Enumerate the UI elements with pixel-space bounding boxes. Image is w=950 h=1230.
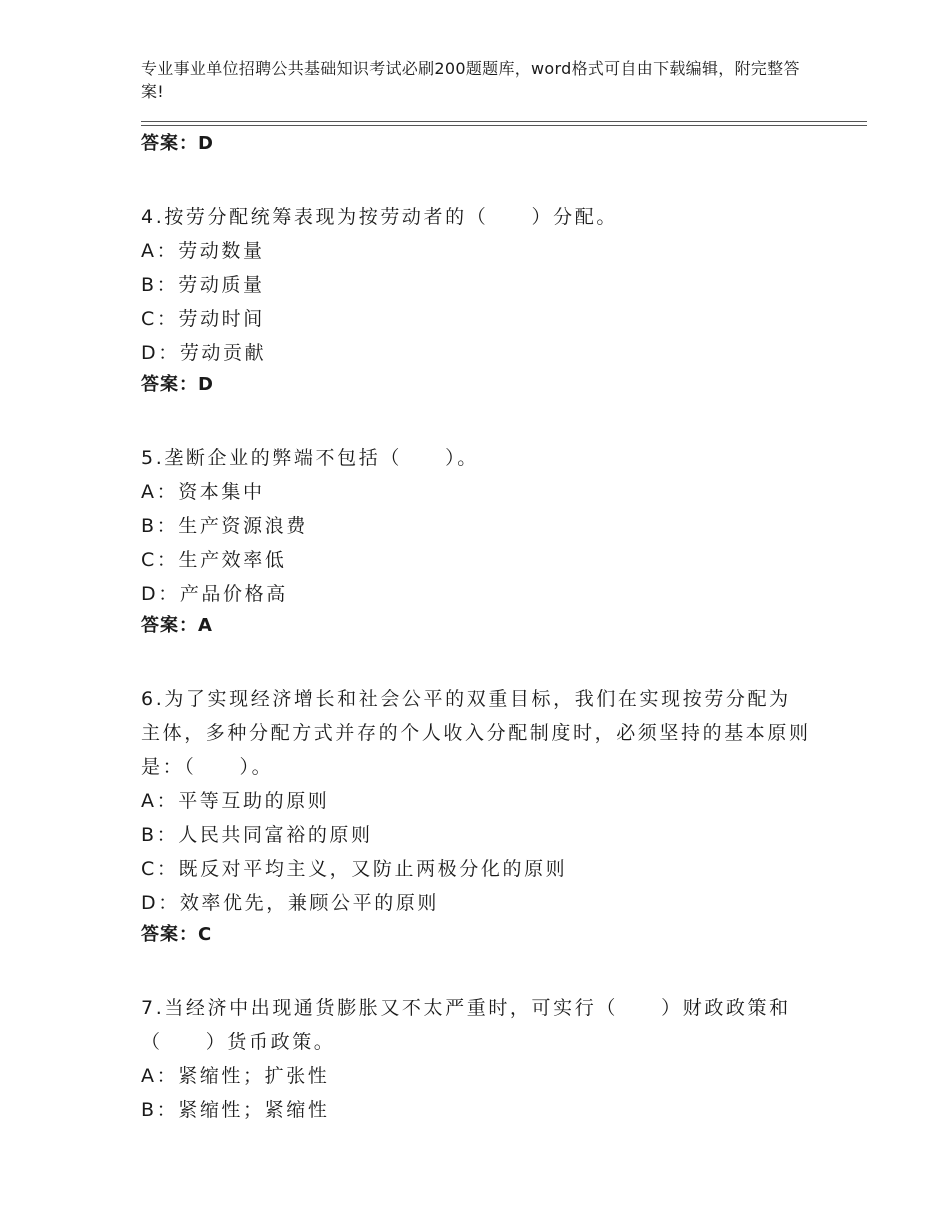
question-item	[141, 991, 811, 1127]
option-a: A：劳动数量	[141, 240, 265, 262]
question-stem: 5.垄断企业的弊端不包括（ ）。	[141, 447, 479, 469]
option-a: A：资本集中	[141, 481, 265, 503]
option-b: B：生产资源浪费	[141, 515, 308, 537]
option-c: C：生产效率低	[141, 549, 287, 571]
option-c: C：既反对平均主义，又防止两极分化的原则	[141, 858, 568, 880]
question-stem: 6.为了实现经济增长和社会公平的双重目标，我们在实现按劳分配为主体，多种分配方式并存的个人收入分配制度时，必须坚持的基本原则是：（ ）。	[141, 688, 811, 778]
question-item	[141, 441, 811, 641]
answer-line: 答案：D	[141, 133, 214, 154]
answer-line: 答案：D	[141, 374, 214, 395]
answer-line: 答案：C	[141, 924, 213, 945]
question-item	[141, 682, 811, 950]
option-b: B：劳动质量	[141, 274, 265, 296]
option-d: D：劳动贡献	[141, 342, 267, 364]
question-list	[141, 128, 811, 1127]
option-a: A：平等互助的原则	[141, 790, 330, 812]
option-c: C：劳动时间	[141, 308, 265, 330]
question-stem: 7.当经济中出现通货膨胀又不太严重时，可实行（ ）财政政策和（ ）货币政策。	[141, 997, 791, 1053]
option-b: B：紧缩性；紧缩性	[141, 1099, 330, 1121]
option-b: B：人民共同富裕的原则	[141, 824, 373, 846]
question-item	[141, 200, 811, 400]
option-d: D：产品价格高	[141, 583, 288, 605]
header-divider	[141, 125, 867, 126]
option-a: A：紧缩性；扩张性	[141, 1065, 330, 1087]
page-header: 专业事业单位招聘公共基础知识考试必刷200题题库，word格式可自由下载编辑，附完整答案!	[141, 59, 800, 101]
answer-line: 答案：A	[141, 615, 213, 636]
header-divider	[141, 121, 867, 122]
option-d: D：效率优先，兼顾公平的原则	[141, 892, 440, 914]
question-stem: 4.按劳分配统筹表现为按劳动者的（ ）分配。	[141, 206, 618, 228]
